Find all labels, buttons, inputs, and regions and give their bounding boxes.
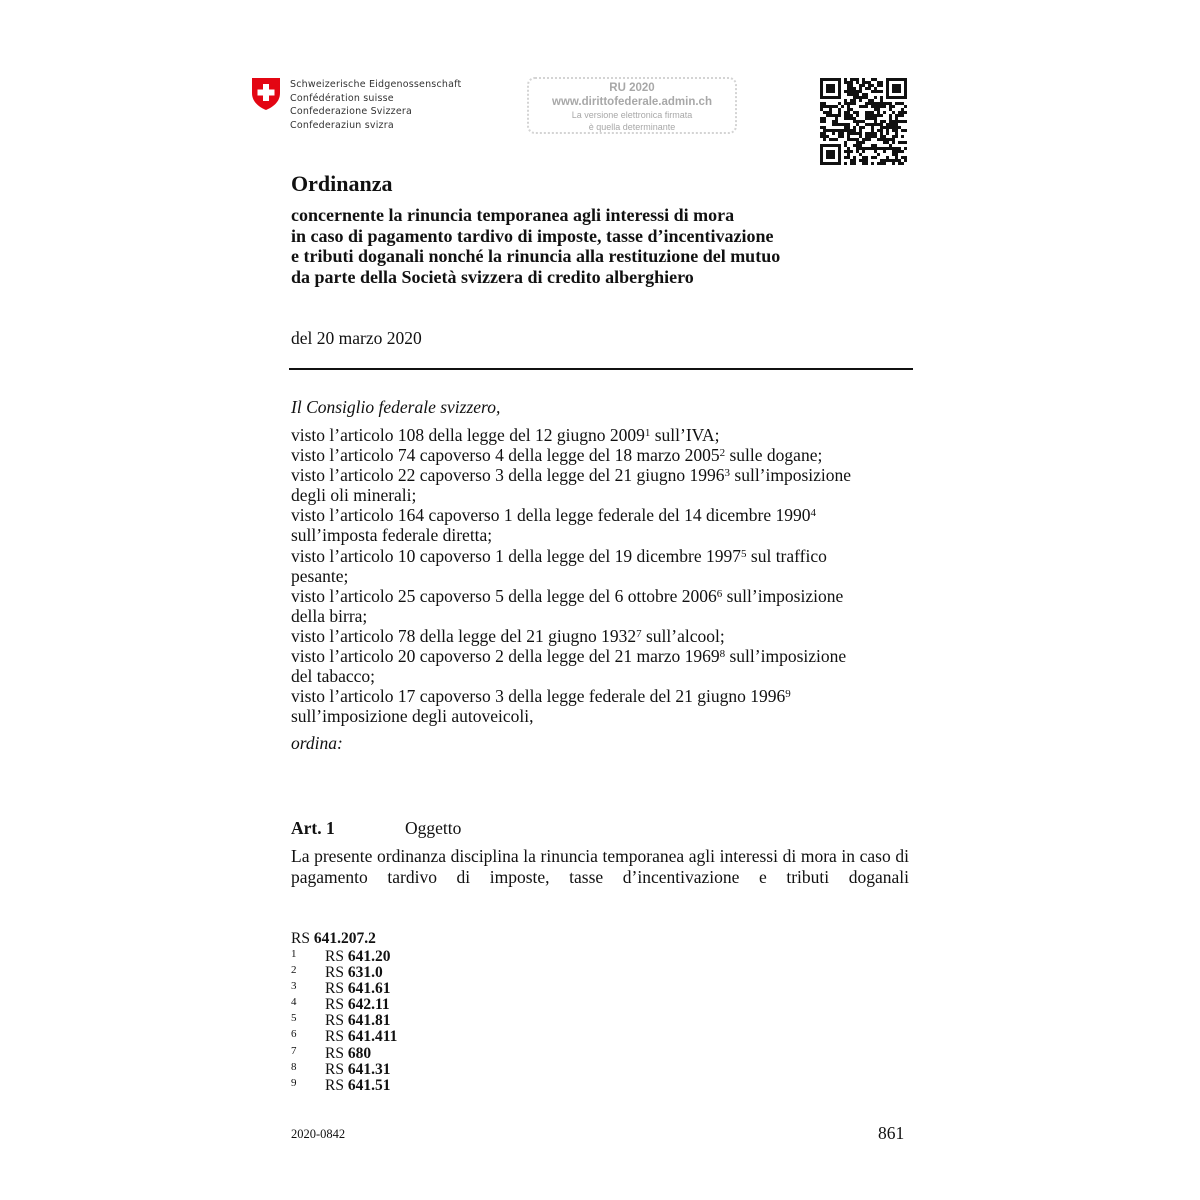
footnote-prefix: RS bbox=[325, 964, 344, 982]
preamble-intro: Il Consiglio federale svizzero, bbox=[291, 397, 501, 417]
document-code: 2020-0842 bbox=[291, 1127, 346, 1141]
preamble-line bbox=[291, 505, 851, 525]
footnote-ref[interactable]: 6 bbox=[716, 587, 723, 600]
federation-name-fr: Confédération suisse bbox=[290, 92, 394, 104]
footnote-prefix: RS bbox=[325, 948, 344, 965]
official-publication-stamp bbox=[527, 77, 737, 134]
footnote-prefix: RS bbox=[325, 1028, 344, 1046]
footnote-ref[interactable]: 8 bbox=[719, 648, 726, 661]
document-date: del 20 marzo 2020 bbox=[291, 328, 422, 348]
footnote-code: 641.31 bbox=[347, 1060, 391, 1078]
preamble-line bbox=[291, 666, 851, 686]
preamble-text: visto l’articolo 164 capoverso 1 della legge federale del 14 dicembre 1990 bbox=[291, 505, 811, 526]
preamble-text: visto l’articolo 108 della legge del 12 giugno 2009 bbox=[291, 425, 645, 445]
preamble-text-tail: sull’imposizione bbox=[725, 646, 847, 667]
footnote-ref[interactable]: 2 bbox=[719, 447, 726, 460]
footnote-item: 7 RS 680 bbox=[291, 1044, 372, 1062]
preamble-text: visto l’articolo 20 capoverso 2 della legge del 21 marzo 1969 bbox=[291, 646, 720, 667]
footnote-item: 8 RS 641.31 bbox=[291, 1060, 391, 1078]
preamble-line bbox=[291, 485, 851, 505]
preamble-text: visto l’articolo 10 capoverso 1 della legge del 19 dicembre 1997 bbox=[291, 545, 742, 566]
footnote-prefix: RS bbox=[325, 1060, 344, 1078]
footnote-item: 5 RS 641.81 bbox=[291, 1012, 391, 1030]
footnote-ref[interactable]: 5 bbox=[741, 547, 747, 560]
preamble-text-tail: sulle dogane; bbox=[725, 445, 823, 466]
preamble-line bbox=[291, 566, 851, 586]
federation-names bbox=[290, 78, 461, 132]
preamble-line bbox=[291, 706, 851, 726]
article-1-text: La presente ordinanza disciplina la rinuncia temporanea agli interessi di mora in caso di pagamento tardivo di imposte, tasse d’incentivazione e tributi doganali bbox=[291, 846, 909, 887]
preamble-line bbox=[291, 525, 851, 545]
rs-prefix: RS bbox=[291, 930, 310, 947]
preamble-text-tail: sull’imposizione bbox=[722, 585, 844, 606]
preamble-text: pesante; bbox=[291, 565, 349, 586]
footnote-item: 3 RS 641.61 bbox=[291, 980, 391, 998]
footnote-code: 641.81 bbox=[347, 1012, 391, 1030]
preamble-text: del tabacco; bbox=[291, 666, 376, 687]
preamble-text: visto l’articolo 25 capoverso 5 della legge del 6 ottobre 2006 bbox=[291, 585, 717, 606]
preamble-line bbox=[291, 546, 851, 566]
document-subtitle bbox=[291, 205, 780, 287]
document-title: Ordinanza bbox=[291, 171, 393, 196]
preamble-text: sull’imposta federale diretta; bbox=[291, 525, 493, 546]
preamble-text-tail: sul traffico bbox=[746, 545, 827, 566]
preamble-text-tail: sull’alcool; bbox=[641, 625, 725, 646]
preamble-line bbox=[291, 586, 851, 606]
footnote-item: 6 RS 641.411 bbox=[291, 1028, 398, 1046]
footnote-ref[interactable]: 4 bbox=[810, 507, 816, 520]
footnote-prefix: RS bbox=[325, 1076, 344, 1094]
footnote-ref[interactable]: 9 bbox=[785, 688, 791, 701]
article-1-heading bbox=[291, 818, 461, 839]
preamble-line bbox=[291, 445, 851, 465]
footnote-code: 641.20 bbox=[347, 948, 391, 965]
article-title: Oggetto bbox=[405, 818, 462, 838]
preamble-line bbox=[291, 425, 851, 445]
rs-code: 641.207.2 bbox=[313, 930, 376, 947]
qr-code-icon bbox=[820, 78, 907, 165]
footnote-code: 680 bbox=[347, 1044, 372, 1062]
preamble-line bbox=[291, 465, 851, 485]
subtitle-line: da parte della Società svizzera di credito alberghiero bbox=[291, 266, 694, 287]
stamp-line-1: RU 2020 bbox=[609, 82, 655, 94]
footnote-code: 641.51 bbox=[347, 1076, 391, 1094]
rs-number bbox=[291, 930, 376, 948]
footnote-item: 4 RS 642.11 bbox=[291, 996, 390, 1014]
stamp-line-3: La versione elettronica firmata bbox=[571, 110, 693, 120]
footnote-ref[interactable]: 3 bbox=[724, 467, 731, 480]
federation-name-de: Schweizerische Eidgenossenschaft bbox=[290, 79, 462, 90]
preamble-line bbox=[291, 646, 851, 666]
footnote-item: 1 RS 641.20 bbox=[291, 948, 391, 965]
preamble bbox=[291, 425, 851, 726]
federation-name-rm: Confederaziun svizra bbox=[290, 119, 394, 131]
preamble-text-tail: sull’IVA; bbox=[650, 425, 720, 445]
page-number: 861 bbox=[878, 1123, 905, 1143]
swiss-emblem-icon bbox=[251, 77, 281, 111]
footnote-prefix: RS bbox=[325, 1012, 344, 1030]
footnote-prefix: RS bbox=[325, 1044, 344, 1062]
subtitle-line: in caso di pagamento tardivo di imposte, tasse d’incentivazione bbox=[291, 225, 774, 246]
footnote-code: 641.61 bbox=[347, 980, 391, 998]
preamble-text: visto l’articolo 78 della legge del 21 giugno 1932 bbox=[291, 625, 637, 646]
footnote-item: 2 RS 631.0 bbox=[291, 964, 383, 982]
subtitle-line: e tributi doganali nonché la rinuncia alla restituzione del mutuo bbox=[291, 246, 781, 266]
preamble-line bbox=[291, 626, 851, 646]
footnote-ref[interactable]: 7 bbox=[636, 627, 642, 640]
preamble-text: degli oli minerali; bbox=[291, 485, 417, 506]
footnote-ref[interactable]: 1 bbox=[644, 427, 651, 439]
footnote-code: 631.0 bbox=[347, 964, 383, 982]
footnote-code: 641.411 bbox=[347, 1028, 398, 1046]
stamp-line-2: www.dirittofederale.admin.ch bbox=[552, 96, 712, 108]
footnote-prefix: RS bbox=[325, 996, 344, 1014]
footnote-code: 642.11 bbox=[347, 996, 390, 1014]
divider bbox=[289, 368, 913, 370]
preamble-text: visto l’articolo 22 capoverso 3 della legge del 21 giugno 1996 bbox=[291, 465, 725, 486]
preamble-text: visto l’articolo 74 capoverso 4 della legge del 18 marzo 2005 bbox=[291, 445, 720, 466]
ordina-label: ordina: bbox=[291, 733, 343, 753]
footnote-prefix: RS bbox=[325, 980, 344, 998]
footnote-item: 9 RS 641.51 bbox=[291, 1076, 391, 1094]
federation-name-it: Confederazione Svizzera bbox=[290, 106, 413, 118]
preamble-text: della birra; bbox=[291, 605, 368, 626]
stamp-line-4: è quella determinante bbox=[588, 122, 676, 132]
footnotes bbox=[291, 949, 397, 1094]
preamble-line bbox=[291, 606, 851, 626]
article-number: Art. 1 bbox=[291, 818, 335, 838]
preamble-text: visto l’articolo 17 capoverso 3 della legge federale del 21 giugno 1996 bbox=[291, 686, 786, 707]
preamble-line bbox=[291, 686, 851, 706]
preamble-text-tail: sull’imposizione bbox=[730, 465, 852, 486]
subtitle-line: concernente la rinuncia temporanea agli interessi di mora bbox=[291, 205, 735, 225]
preamble-text: sull’imposizione degli autoveicoli, bbox=[291, 706, 534, 727]
